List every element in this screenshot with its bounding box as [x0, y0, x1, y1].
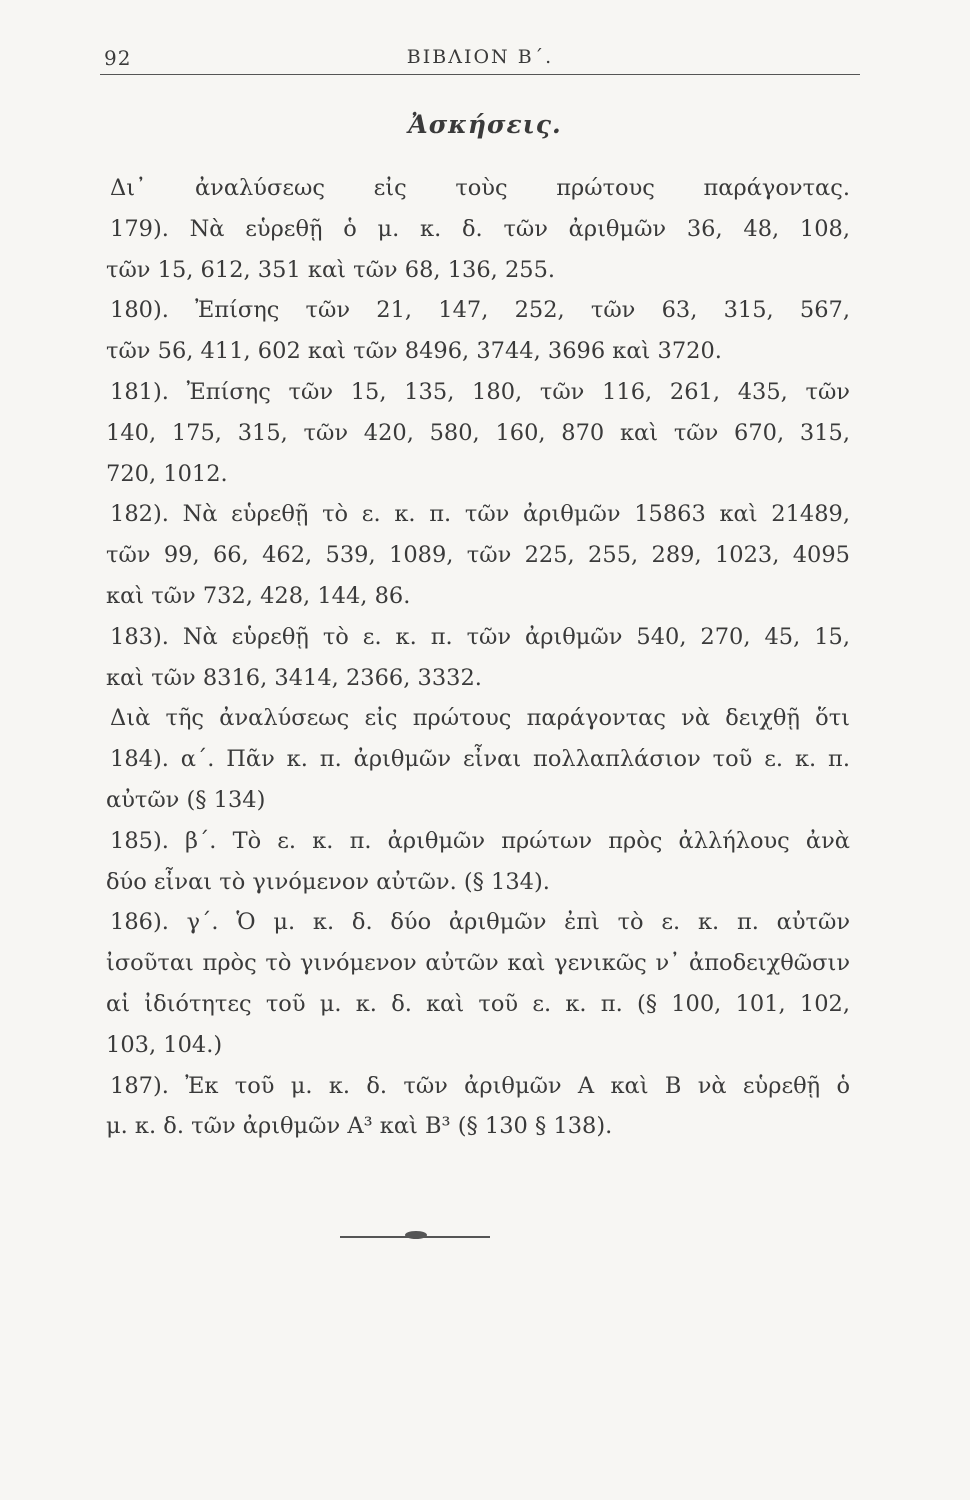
text-line: μ. κ. δ. τῶν ἀριθμῶν Α³ καὶ Β³ (§ 130 § 138).: [106, 1113, 613, 1140]
text-line: αὐτῶν (§ 134): [106, 786, 266, 813]
text-line: 140, 175, 315, τῶν 420, 580, 160, 870 καὶ τῶν 670, 315,: [106, 419, 850, 446]
text-line: καὶ τῶν 732, 428, 144, 86.: [106, 582, 411, 609]
text-line: 180). Ἐπίσης τῶν 21, 147, 252, τῶν 63, 315, 567,: [110, 297, 850, 324]
divider-ornament: [405, 1231, 427, 1239]
text-line: 182). Νὰ εὑρεθῇ τὸ ε. κ. π. τῶν ἀριθμῶν 15863 καὶ 21489,: [110, 501, 850, 528]
page-number: 92: [104, 46, 132, 70]
text-line: 179). Νὰ εὑρεθῇ ὁ μ. κ. δ. τῶν ἀριθμῶν 36, 48, 108,: [110, 215, 850, 242]
text-line: 181). Ἐπίσης τῶν 15, 135, 180, τῶν 116, 261, 435, τῶν: [110, 378, 850, 405]
text-line: 184). α΄. Πᾶν κ. π. ἀριθμῶν εἶναι πολλαπλάσιον τοῦ ε. κ. π.: [110, 746, 850, 773]
text-line: ἰσοῦται πρὸς τὸ γινόμενον αὐτῶν καὶ γενικῶς ν᾽ ἀποδειχθῶσιν: [106, 950, 850, 977]
text-line: 185). β΄. Τὸ ε. κ. π. ἀριθμῶν πρώτων πρὸς ἀλλήλους ἀνὰ: [110, 827, 850, 854]
text-line: καὶ τῶν 8316, 3414, 2366, 3332.: [106, 664, 482, 691]
text-line: Δι᾽ ἀναλύσεως εἰς τοὺς πρώτους παράγοντας.: [110, 175, 850, 201]
text-line: 103, 104.): [106, 1031, 223, 1058]
text-line: 186). γ΄. Ὁ μ. κ. δ. δύο ἀριθμῶν ἐπὶ τὸ ε. κ. π. αὐτῶν: [110, 909, 850, 936]
text-line: τῶν 99, 66, 462, 539, 1089, τῶν 225, 255, 289, 1023, 4095: [106, 542, 850, 569]
text-line: 187). Ἐκ τοῦ μ. κ. δ. τῶν ἀριθμῶν Α καὶ Β νὰ εὑρεθῇ ὁ: [110, 1072, 850, 1099]
text-line: δύο εἶναι τὸ γινόμενον αὐτῶν. (§ 134).: [106, 868, 550, 895]
text-line: τῶν 15, 612, 351 καὶ τῶν 68, 136, 255.: [106, 256, 556, 283]
text-line: Διὰ τῆς ἀναλύσεως εἰς πρώτους παράγοντας νὰ δειχθῇ ὅτι: [110, 705, 850, 732]
exercise-text: [106, 168, 850, 1147]
page-header: [100, 44, 860, 75]
text-line: αἱ ἰδιότητες τοῦ μ. κ. δ. καὶ τοῦ ε. κ. π. (§ 100, 101, 102,: [106, 990, 850, 1017]
section-title: Ἀσκήσεις.: [408, 110, 562, 139]
text-line: 183). Νὰ εὑρεθῇ τὸ ε. κ. π. τῶν ἀριθμῶν 540, 270, 45, 15,: [110, 623, 850, 650]
text-line: 720, 1012.: [106, 460, 228, 487]
running-head: ΒΙΒΛΙΟΝ Β΄.: [406, 46, 554, 68]
text-line: τῶν 56, 411, 602 καὶ τῶν 8496, 3744, 3696 καὶ 3720.: [106, 338, 722, 365]
